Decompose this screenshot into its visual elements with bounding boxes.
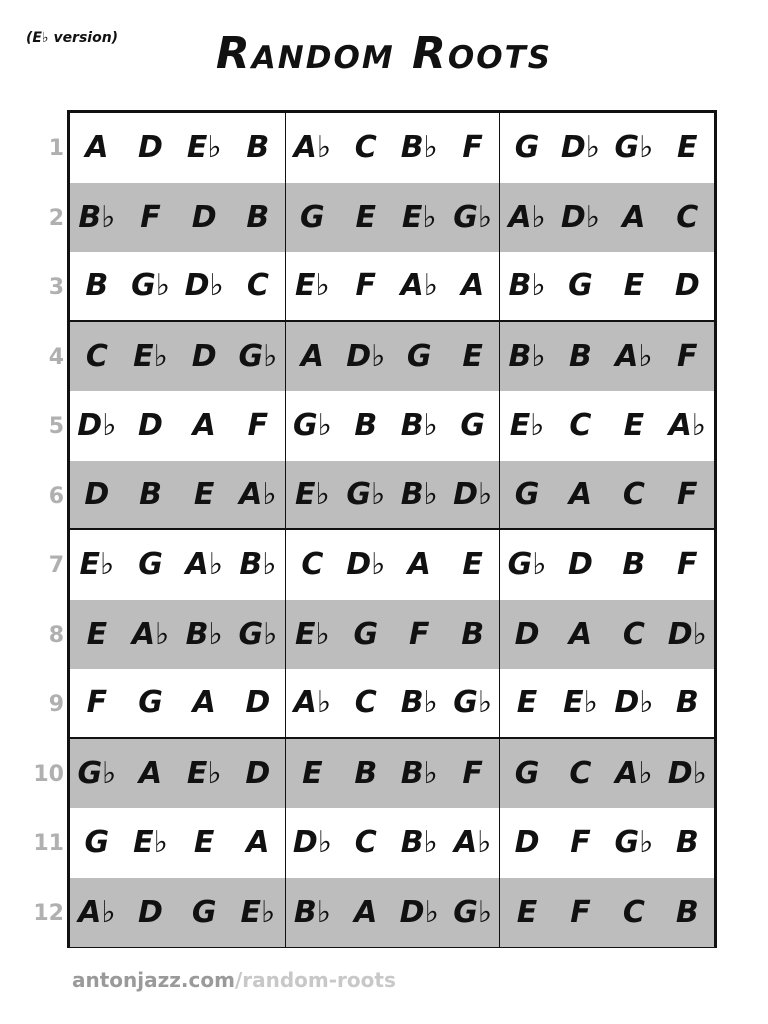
grid-group xyxy=(70,391,285,461)
root-note-cell: F xyxy=(86,685,108,721)
root-note-cell: A xyxy=(568,476,593,512)
root-note-cell: G♭ xyxy=(453,199,493,235)
root-note-cell: C xyxy=(622,616,645,652)
root-note-cell: D♭ xyxy=(184,268,224,304)
grid-group xyxy=(70,808,285,878)
root-note-cell: E xyxy=(462,547,483,583)
root-note-cell: D♭ xyxy=(560,199,600,235)
root-note-cell: B xyxy=(354,755,378,791)
root-note-cell: E♭ xyxy=(186,130,222,166)
row-numbers xyxy=(26,114,64,948)
grid-group xyxy=(499,113,714,183)
root-note-cell: D xyxy=(138,130,163,166)
root-note-cell: E♭ xyxy=(509,408,545,444)
root-note-cell: G xyxy=(514,755,540,791)
root-note-cell: B xyxy=(354,408,378,444)
grid-group xyxy=(70,322,285,392)
root-note-cell: G xyxy=(568,268,593,304)
row-number: 1 xyxy=(48,136,64,161)
root-note-cell: A xyxy=(354,894,378,930)
root-note-cell: E♭ xyxy=(401,199,437,235)
page-title: Random Roots xyxy=(215,28,553,79)
root-note-cell: E♭ xyxy=(240,894,276,930)
root-note-cell: B xyxy=(85,268,109,304)
grid-group xyxy=(285,600,500,670)
root-note-cell: A♭ xyxy=(293,685,332,721)
root-note-cell: D xyxy=(84,476,110,512)
footer-domain: antonjazz.com xyxy=(72,968,235,992)
grid-group xyxy=(499,461,714,529)
grid-group xyxy=(70,252,285,320)
root-note-cell: D♭ xyxy=(346,338,386,374)
root-note-cell: B xyxy=(622,547,646,583)
root-note-cell: A xyxy=(246,825,270,861)
root-note-cell: B♭ xyxy=(508,338,546,374)
root-note-cell: E♭ xyxy=(295,476,330,512)
grid-group xyxy=(499,739,714,809)
root-note-cell: A xyxy=(461,268,485,304)
root-note-cell: C xyxy=(246,268,269,304)
grid-row xyxy=(70,391,714,461)
root-note-cell: E♭ xyxy=(295,616,330,652)
root-note-cell: C xyxy=(676,199,699,235)
root-note-cell: D♭ xyxy=(399,894,439,930)
grid-group xyxy=(285,252,500,320)
root-note-cell: F xyxy=(677,547,698,583)
root-note-cell: E xyxy=(355,199,377,235)
root-note-cell: G♭ xyxy=(453,685,493,721)
grid-group xyxy=(499,669,714,737)
root-note-cell: G♭ xyxy=(131,268,170,304)
root-note-cell: B xyxy=(246,199,270,235)
grid-group xyxy=(285,739,500,809)
root-note-cell: A xyxy=(300,338,324,374)
grid-row xyxy=(70,808,714,878)
root-note-cell: D xyxy=(514,616,540,652)
root-note-cell: E♭ xyxy=(79,547,115,583)
root-note-cell: F xyxy=(247,408,269,444)
root-note-cell: B♭ xyxy=(508,268,546,304)
row-number: 4 xyxy=(48,344,64,370)
root-note-cell: G♭ xyxy=(77,755,117,791)
grid-group xyxy=(70,530,285,600)
root-note-cell: B xyxy=(569,338,592,374)
root-note-cell: D xyxy=(138,408,163,444)
root-note-cell: E♭ xyxy=(133,825,168,861)
root-note-cell: D♭ xyxy=(614,685,654,721)
root-note-cell: G xyxy=(84,825,110,861)
root-note-cell: G♭ xyxy=(238,616,278,652)
root-note-cell: E♭ xyxy=(295,268,330,304)
root-note-cell: F xyxy=(355,268,377,304)
root-note-cell: E♭ xyxy=(563,685,598,721)
root-note-cell: D xyxy=(245,755,271,791)
root-note-cell: B♭ xyxy=(185,616,223,652)
root-note-cell: C xyxy=(354,825,377,861)
root-note-cell: D xyxy=(191,338,217,374)
footer-url[interactable] xyxy=(72,968,396,992)
root-note-cell: E xyxy=(623,408,645,444)
grid-group xyxy=(499,878,714,948)
grid-group xyxy=(285,391,500,461)
grid-group xyxy=(70,739,285,809)
root-note-cell: B♭ xyxy=(400,130,438,166)
grid-row xyxy=(70,113,714,183)
root-note-cell: B xyxy=(139,476,162,512)
root-note-cell: B♭ xyxy=(239,547,277,583)
grid-group xyxy=(285,878,500,948)
root-note-cell: E xyxy=(516,685,538,721)
root-note-cell: G xyxy=(353,616,379,652)
grid-group xyxy=(499,808,714,878)
root-note-cell: D♭ xyxy=(453,476,493,512)
root-note-cell: E xyxy=(677,130,698,166)
root-note-cell: E♭ xyxy=(186,755,222,791)
root-note-cell: F xyxy=(140,199,161,235)
root-note-cell: A♭ xyxy=(239,476,277,512)
row-number: 3 xyxy=(48,275,64,300)
root-note-cell: G xyxy=(460,408,485,444)
grid-row xyxy=(70,252,714,322)
root-note-cell: D xyxy=(514,825,540,861)
grid-group xyxy=(70,461,285,529)
root-note-cell: B♭ xyxy=(400,755,438,791)
root-note-cell: F xyxy=(408,616,430,652)
root-note-cell: C xyxy=(622,476,645,512)
row-number: 8 xyxy=(48,622,64,648)
grid-group xyxy=(70,878,285,948)
root-note-cell: G♭ xyxy=(292,408,332,444)
root-note-cell: F xyxy=(570,894,591,930)
root-note-cell: D♭ xyxy=(560,130,600,166)
root-note-cell: A xyxy=(85,130,109,166)
root-note-cell: A♭ xyxy=(453,825,492,861)
row-number: 9 xyxy=(48,692,64,717)
root-note-cell: A♭ xyxy=(131,616,170,652)
root-note-cell: A xyxy=(192,685,216,721)
root-note-cell: D♭ xyxy=(346,547,386,583)
root-note-cell: A xyxy=(192,408,216,444)
grid-group xyxy=(70,600,285,670)
root-note-cell: D xyxy=(567,547,593,583)
root-note-cell: G xyxy=(406,338,432,374)
root-note-cell: D xyxy=(245,685,271,721)
root-note-cell: B♭ xyxy=(78,199,116,235)
root-note-cell: F xyxy=(462,130,483,166)
root-note-cell: G xyxy=(514,130,540,166)
root-note-cell: G xyxy=(138,547,163,583)
root-note-cell: G♭ xyxy=(614,825,654,861)
root-note-cell: A♭ xyxy=(615,338,653,374)
grid-row xyxy=(70,322,714,392)
root-note-cell: B♭ xyxy=(400,476,438,512)
grid-group xyxy=(70,113,285,183)
footer-path: /random-roots xyxy=(234,968,396,992)
grid-group xyxy=(499,391,714,461)
grid-group xyxy=(285,183,500,253)
root-note-cell: C xyxy=(354,685,377,721)
root-note-cell: D♭ xyxy=(667,755,707,791)
grid-group xyxy=(499,600,714,670)
grid-row xyxy=(70,600,714,670)
root-note-cell: A xyxy=(622,199,646,235)
root-note-cell: G♭ xyxy=(453,894,493,930)
root-note-cell: B xyxy=(461,616,485,652)
root-note-cell: A♭ xyxy=(400,268,438,304)
root-note-cell: A♭ xyxy=(668,408,706,444)
version-label: (E♭ version) xyxy=(26,30,119,46)
row-number: 11 xyxy=(33,831,64,856)
grid-group xyxy=(70,183,285,253)
root-note-cell: A♭ xyxy=(293,130,332,166)
root-note-cell: C xyxy=(354,130,377,166)
root-note-cell: A♭ xyxy=(615,755,653,791)
root-note-cell: A♭ xyxy=(185,547,223,583)
root-note-cell: B xyxy=(675,825,699,861)
root-note-cell: C xyxy=(85,338,108,374)
root-note-cell: E xyxy=(193,825,215,861)
root-note-cell: F xyxy=(677,338,698,374)
root-note-cell: A xyxy=(407,547,431,583)
root-note-cell: D xyxy=(191,199,217,235)
root-note-cell: C xyxy=(569,755,592,791)
grid-group xyxy=(285,322,500,392)
row-number: 12 xyxy=(33,900,64,926)
grid-row xyxy=(70,878,714,948)
root-note-cell: F xyxy=(677,476,698,512)
root-note-cell: E xyxy=(86,616,108,652)
root-note-cell: G xyxy=(300,199,325,235)
grid-group xyxy=(499,322,714,392)
grid-group xyxy=(285,530,500,600)
root-note-cell: B♭ xyxy=(400,408,438,444)
grid-row xyxy=(70,669,714,739)
root-note-cell: D♭ xyxy=(292,825,332,861)
root-note-cell: E xyxy=(302,755,323,791)
root-note-cell: F xyxy=(570,825,591,861)
grid-row xyxy=(70,461,714,531)
root-note-cell: G xyxy=(191,894,217,930)
root-note-cell: B xyxy=(246,130,270,166)
grid-group xyxy=(499,530,714,600)
grid-group xyxy=(285,461,500,529)
grid-group xyxy=(285,669,500,737)
root-note-cell: E xyxy=(193,476,215,512)
grid-group xyxy=(285,113,500,183)
root-note-cell: B xyxy=(675,685,699,721)
root-note-cell: A xyxy=(138,755,163,791)
grid-row xyxy=(70,183,714,253)
grid-row xyxy=(70,530,714,600)
grid-group xyxy=(70,669,285,737)
root-note-cell: E xyxy=(462,338,483,374)
root-note-cell: B♭ xyxy=(400,685,438,721)
root-note-cell: G♭ xyxy=(238,338,278,374)
root-note-cell: E xyxy=(516,894,538,930)
root-note-cell: B♭ xyxy=(400,825,438,861)
root-note-cell: C xyxy=(301,547,324,583)
root-note-cell: E♭ xyxy=(133,338,168,374)
root-note-cell: A xyxy=(568,616,593,652)
roots-grid xyxy=(67,110,717,948)
root-note-cell: G♭ xyxy=(346,476,386,512)
row-number: 5 xyxy=(48,414,64,439)
root-note-cell: G♭ xyxy=(507,547,547,583)
row-number: 2 xyxy=(48,205,64,231)
root-note-cell: C xyxy=(569,408,592,444)
root-note-cell: B♭ xyxy=(293,894,331,930)
grid-group xyxy=(499,252,714,320)
root-note-cell: D xyxy=(674,268,700,304)
root-note-cell: D♭ xyxy=(667,616,707,652)
row-number: 7 xyxy=(48,553,64,578)
grid-row xyxy=(70,739,714,809)
root-note-cell: A♭ xyxy=(78,894,116,930)
root-note-cell: F xyxy=(462,755,483,791)
root-note-cell: G xyxy=(514,476,540,512)
root-note-cell: C xyxy=(622,894,645,930)
root-note-cell: D♭ xyxy=(77,408,117,444)
root-note-cell: G♭ xyxy=(614,130,654,166)
root-note-cell: E xyxy=(623,268,645,304)
root-note-cell: G xyxy=(138,685,163,721)
grid-group xyxy=(285,808,500,878)
grid-group xyxy=(499,183,714,253)
root-note-cell: D xyxy=(138,894,163,930)
root-note-cell: B xyxy=(675,894,699,930)
root-note-cell: A♭ xyxy=(508,199,546,235)
row-number: 6 xyxy=(48,483,64,509)
row-number: 10 xyxy=(33,761,64,787)
